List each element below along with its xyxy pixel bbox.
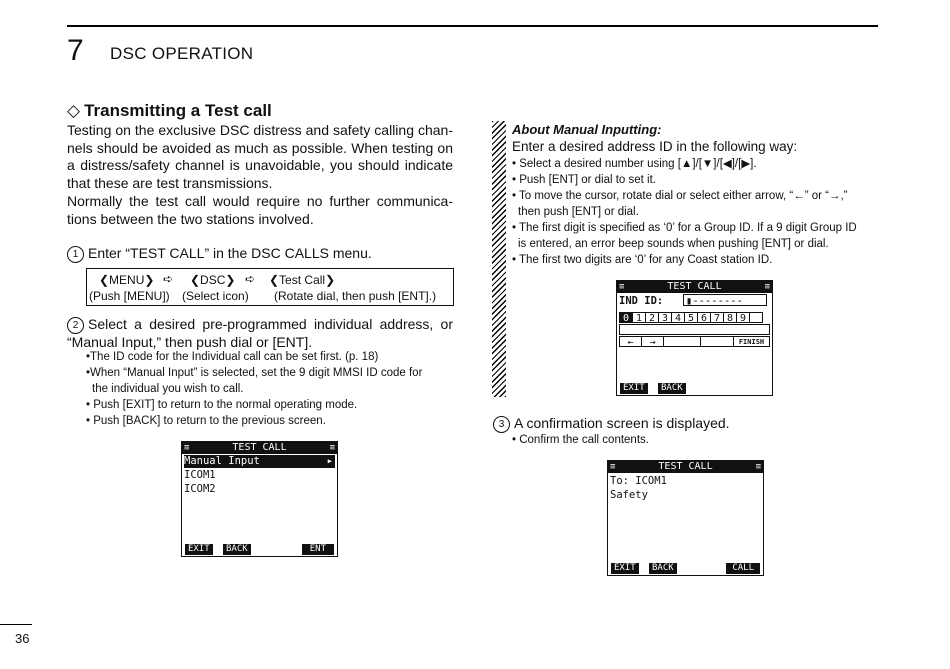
manual-lead: Enter a desired address ID in the following way: bbox=[512, 139, 798, 154]
intro-paragraph-2: Normally the test call would require no further communica-tions between the two stations involved. bbox=[67, 193, 453, 227]
ent-softkey[interactable]: ENT bbox=[302, 544, 334, 555]
step-3: 3 A confirmation screen is displayed. bbox=[493, 415, 730, 433]
step-1: 1 Enter “TEST CALL” in the DSC CALLS menu. bbox=[67, 245, 372, 263]
page-number: 36 bbox=[15, 631, 30, 646]
digit-key[interactable]: 2 bbox=[645, 312, 659, 323]
step-2: 2 Select a desired pre-programmed individual address, or “Manual Input,” then push dial or [ENT]. bbox=[67, 316, 453, 350]
digit-key[interactable]: 3 bbox=[658, 312, 672, 323]
list-item: •The ID code for the Individual call can be set first. (p. 18) bbox=[86, 351, 379, 363]
list-item: •When “Manual Input” is selected, set the 9 digit MMSI ID code for bbox=[86, 367, 423, 379]
section-title: ◇ Transmitting a Test call bbox=[67, 101, 272, 120]
menu-path-box bbox=[86, 268, 454, 306]
lcd-row: To: ICOM1 bbox=[610, 475, 667, 487]
list-item: • The first digit is specified as ‘0’ for a Group ID. If a 9 digit Group ID bbox=[512, 222, 857, 234]
list-item: the individual you wish to call. bbox=[92, 383, 244, 395]
step-2-bullets bbox=[86, 349, 456, 429]
exit-softkey[interactable]: EXIT bbox=[611, 563, 639, 574]
arrow-icon: ➪ bbox=[163, 272, 174, 286]
list-item: • Push [ENT] or dial to set it. bbox=[512, 174, 656, 186]
dsc-key: ❮DSC❯ bbox=[190, 273, 236, 287]
arrow-icon: ➪ bbox=[245, 272, 256, 286]
digit-key[interactable]: 5 bbox=[684, 312, 698, 323]
menu-icon: ≡ bbox=[619, 282, 625, 292]
back-softkey[interactable]: BACK bbox=[658, 383, 686, 394]
empty-key bbox=[700, 336, 734, 347]
digit-key[interactable]: 0 bbox=[619, 312, 633, 323]
lcd-row[interactable]: ICOM2 bbox=[184, 483, 216, 495]
digit-key[interactable]: 9 bbox=[736, 312, 750, 323]
key-row-blank bbox=[619, 324, 770, 335]
exit-softkey[interactable]: EXIT bbox=[620, 383, 648, 394]
digit-key[interactable]: 4 bbox=[671, 312, 685, 323]
hatch-bar bbox=[492, 121, 506, 397]
manual-bullets bbox=[512, 156, 882, 268]
list-item: then push [ENT] or dial. bbox=[518, 206, 639, 218]
lcd-screen-select bbox=[181, 441, 338, 557]
footer-rule bbox=[0, 624, 32, 625]
step-3-bullet: • Confirm the call contents. bbox=[512, 434, 649, 446]
list-item: • To move the cursor, rotate dial or select either arrow, “←” or “→,” bbox=[512, 190, 848, 202]
list-item: • Push [BACK] to return to the previous screen. bbox=[86, 415, 326, 427]
lcd-row-selected[interactable]: Manual Input ▸ bbox=[184, 455, 333, 467]
right-arrow-key[interactable]: → bbox=[641, 336, 664, 347]
menu-icon: ≡ bbox=[610, 462, 616, 472]
digit-key[interactable]: 1 bbox=[632, 312, 646, 323]
step-number-3: 3 bbox=[493, 416, 510, 433]
back-softkey[interactable]: BACK bbox=[649, 563, 677, 574]
list-item: • Select a desired number using [▲]/[▼]/[◀]/[▶]. bbox=[512, 158, 757, 170]
intro-paragraph: Testing on the exclusive DSC distress and safety calling chan-nels should be avoided as much as possible. When testing on a distress/safety channel is unavoidable, you should indicate that these are test transmissions. bbox=[67, 122, 453, 191]
manual-title: About Manual Inputting: bbox=[512, 122, 662, 137]
call-softkey[interactable]: CALL bbox=[726, 563, 760, 574]
menu-sub-3: (Rotate dial, then push [ENT].) bbox=[274, 289, 437, 303]
lcd-title-bar: ≡ TEST CALL ≡ bbox=[619, 281, 770, 292]
empty-key bbox=[749, 312, 763, 323]
menu-key: ❮MENU❯ bbox=[99, 273, 155, 287]
back-softkey[interactable]: BACK bbox=[223, 544, 251, 555]
lcd-title-bar: ≡ TEST CALL ≡ bbox=[184, 442, 335, 453]
digit-key[interactable]: 6 bbox=[697, 312, 711, 323]
menu-sub-1: (Push [MENU]) bbox=[89, 289, 170, 303]
lcd-row[interactable]: ICOM1 bbox=[184, 469, 216, 481]
left-arrow-key[interactable]: ← bbox=[619, 336, 642, 347]
diamond-icon: ◇ bbox=[67, 101, 81, 120]
right-triangle-icon: ▸ bbox=[326, 455, 333, 467]
exit-softkey[interactable]: EXIT bbox=[185, 544, 213, 555]
step-number-1: 1 bbox=[67, 246, 84, 263]
chapter-title: DSC OPERATION bbox=[110, 44, 254, 63]
chapter-number: 7 bbox=[67, 34, 84, 67]
empty-key bbox=[663, 336, 701, 347]
header-rule bbox=[67, 25, 878, 27]
menu-icon: ≡ bbox=[184, 443, 190, 453]
step-number-2: 2 bbox=[67, 317, 84, 334]
lcd-row: Safety bbox=[610, 489, 648, 501]
finish-key[interactable]: FINISH bbox=[733, 336, 770, 347]
test-call-key: ❮Test Call❯ bbox=[269, 273, 336, 287]
list-item: • Push [EXIT] to return to the normal operating mode. bbox=[86, 399, 358, 411]
lcd-screen-confirm bbox=[607, 460, 764, 576]
lcd-screen-manual-input bbox=[616, 280, 773, 396]
list-item: • The first two digits are ‘0’ for any Coast station ID. bbox=[512, 254, 773, 266]
digit-key[interactable]: 8 bbox=[723, 312, 737, 323]
lcd-title-bar: ≡ TEST CALL ≡ bbox=[610, 461, 761, 472]
list-item: is entered, an error beep sounds when pushing [ENT] or dial. bbox=[518, 238, 829, 250]
menu-sub-2: (Select icon) bbox=[182, 289, 249, 303]
menu-icon: ≡ bbox=[329, 443, 335, 453]
menu-icon: ≡ bbox=[755, 462, 761, 472]
digit-key[interactable]: 7 bbox=[710, 312, 724, 323]
menu-icon: ≡ bbox=[764, 282, 770, 292]
ind-id-label: IND ID: bbox=[619, 295, 664, 307]
ind-id-field[interactable]: ▮-------- bbox=[683, 294, 767, 306]
